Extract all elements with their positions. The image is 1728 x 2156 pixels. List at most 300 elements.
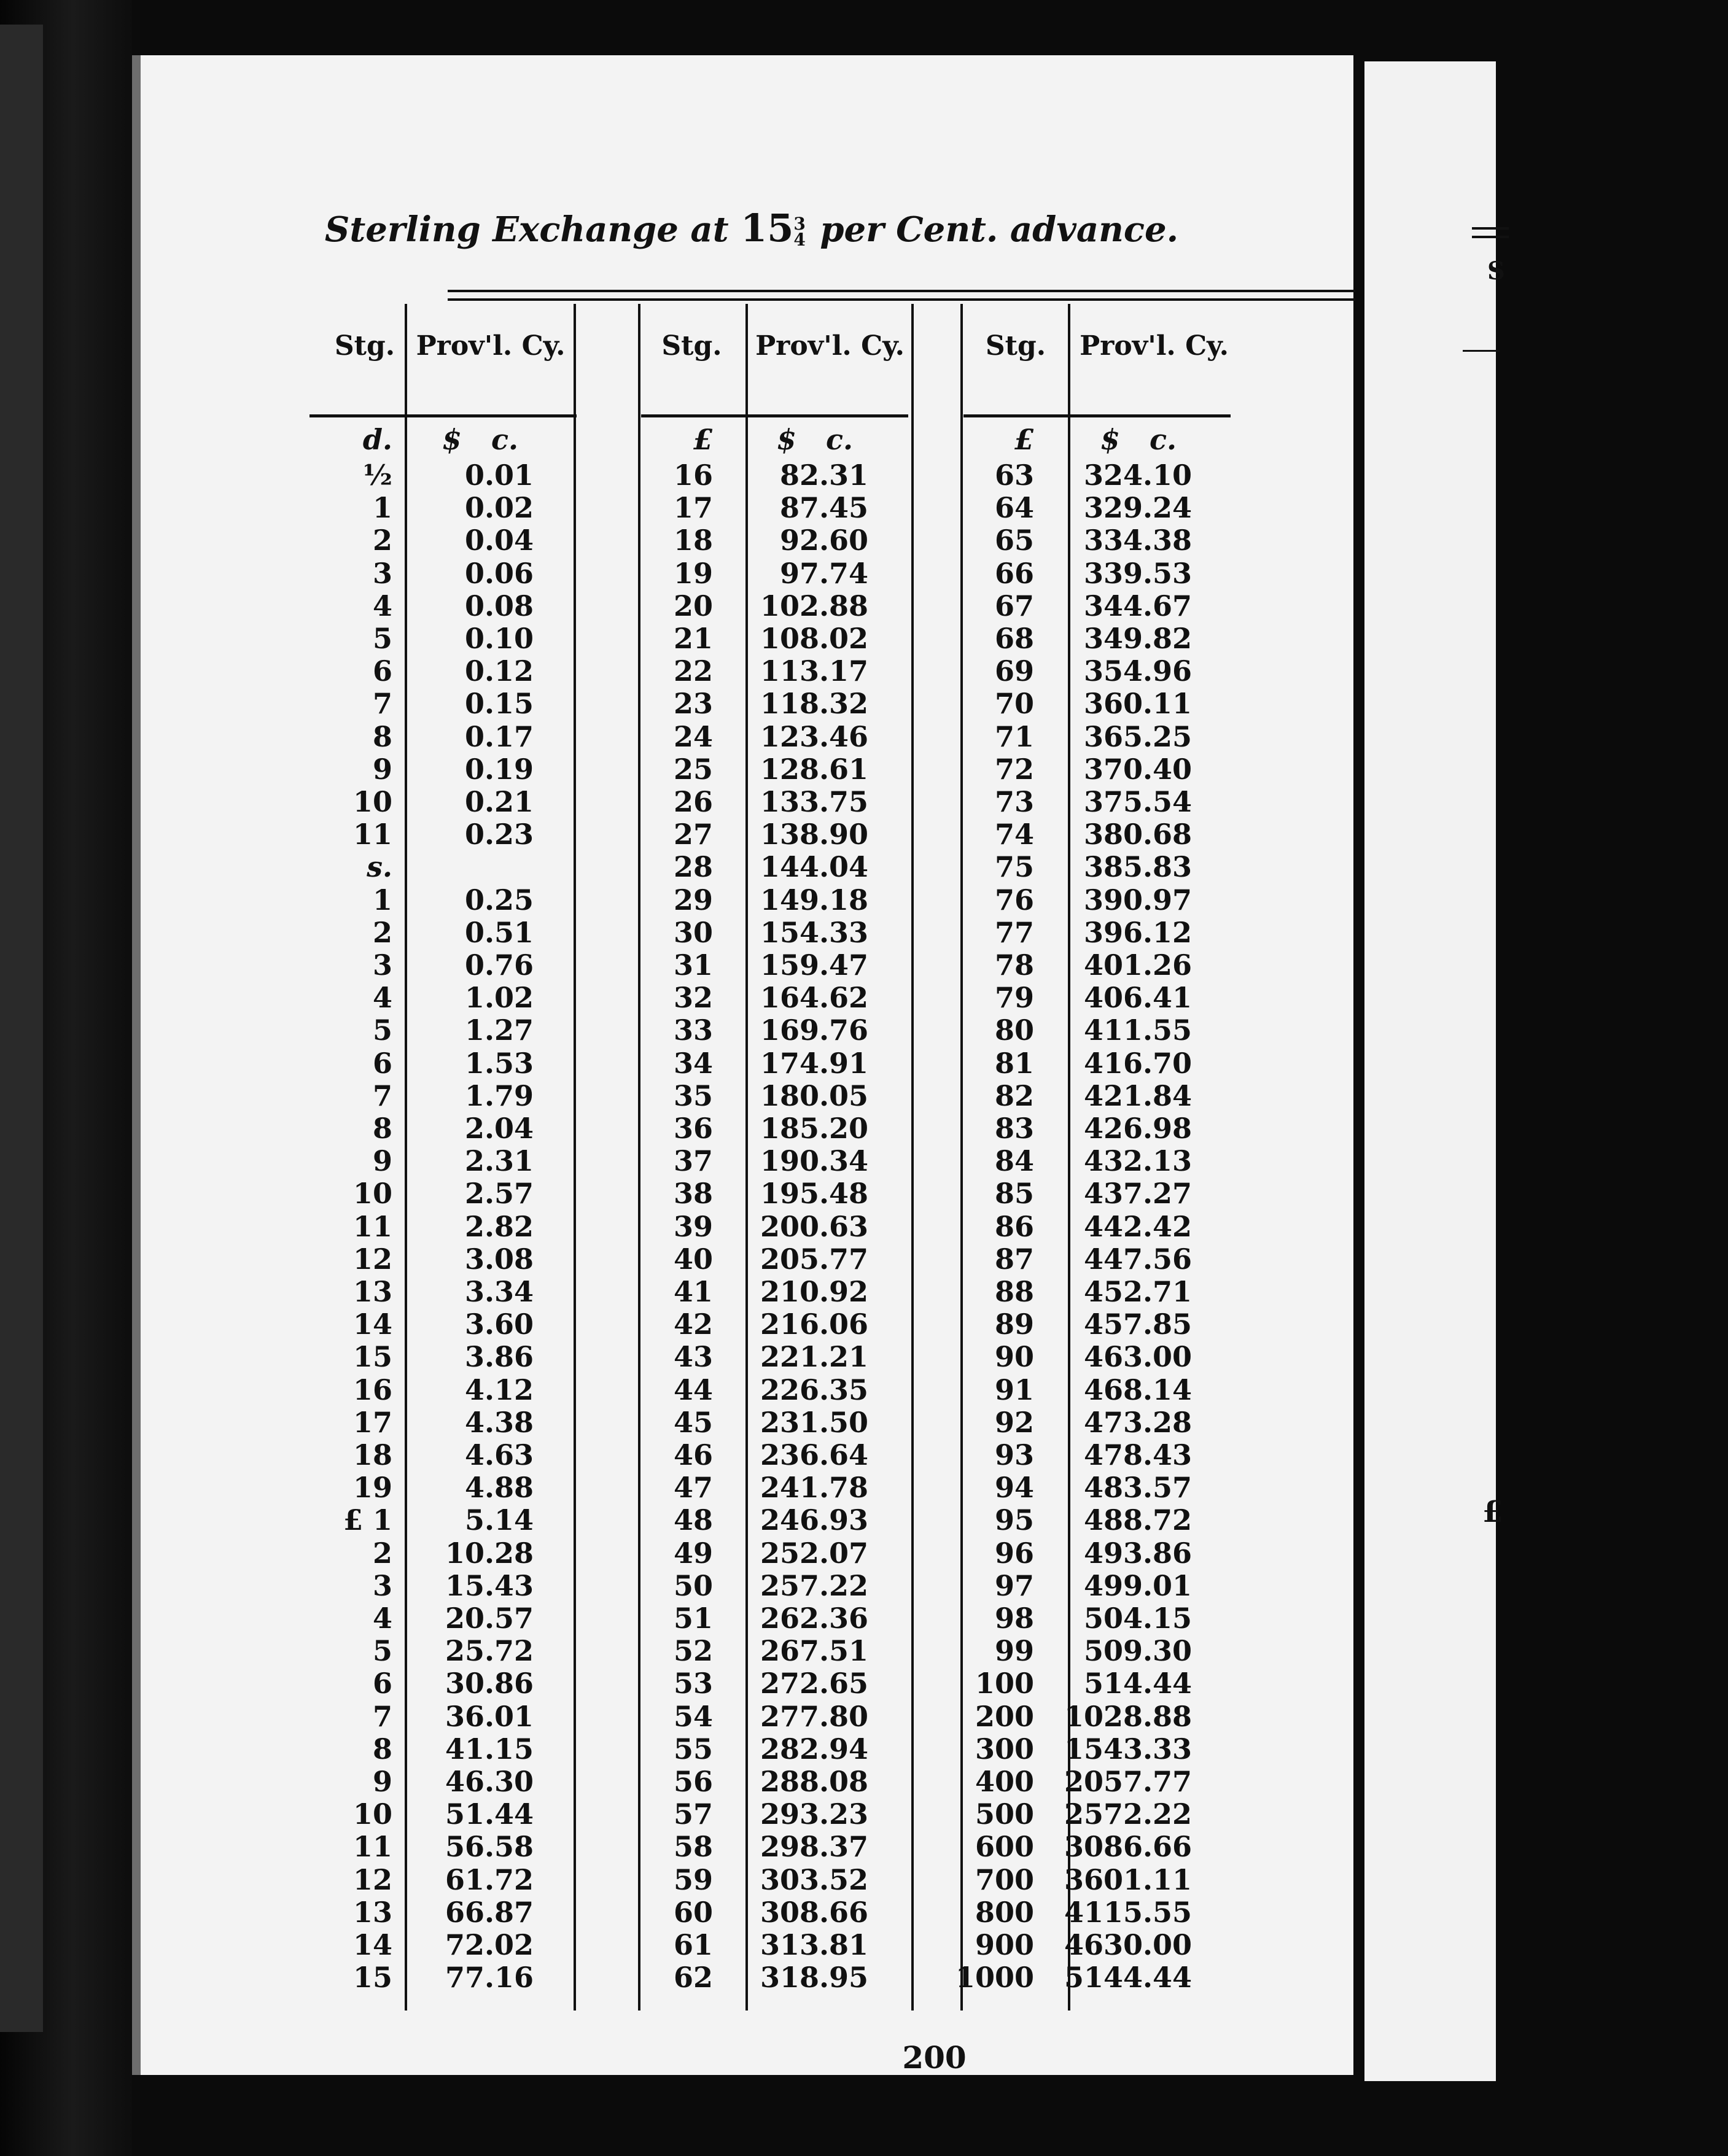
table-cell-prov: 499.01 xyxy=(1083,1569,1192,1602)
table-cell-prov: 0.76 xyxy=(464,948,534,982)
table-cell-stg: 60 xyxy=(673,1895,713,1929)
table-cell-prov: 36.01 xyxy=(445,1699,534,1733)
unit-label-prov: $ c. xyxy=(442,423,518,456)
column-divider xyxy=(405,304,407,2011)
table-cell-prov: 72.02 xyxy=(445,1928,534,1961)
table-cell-stg: 4 xyxy=(372,589,392,622)
table-cell-prov: 0.08 xyxy=(464,589,534,622)
table-cell-prov: 1.79 xyxy=(464,1079,534,1112)
table-cell-stg: 10 xyxy=(352,1177,392,1211)
column-divider xyxy=(911,304,914,2011)
table-cell-stg: 59 xyxy=(673,1863,713,1896)
table-cell-stg: 98 xyxy=(994,1602,1034,1635)
table-cell-stg: 85 xyxy=(994,1177,1034,1211)
previous-page-edge xyxy=(0,25,43,2032)
title-rate-whole: 15 xyxy=(741,206,794,250)
table-cell-stg: 1 xyxy=(372,491,392,525)
table-cell-stg: 82 xyxy=(994,1079,1034,1112)
table-cell-prov: 390.97 xyxy=(1083,883,1192,917)
table-cell-prov: 0.19 xyxy=(464,752,534,786)
table-cell-stg: 1 xyxy=(372,883,392,917)
table-cell-stg: 81 xyxy=(994,1046,1034,1080)
table-cell-stg: 18 xyxy=(352,1438,392,1472)
table-cell-stg: £ 1 xyxy=(343,1503,392,1537)
header-underline xyxy=(963,414,1231,417)
table-cell-stg: 17 xyxy=(673,491,713,525)
unit-label-stg: £ xyxy=(1014,423,1034,456)
table-cell-stg: 47 xyxy=(673,1471,713,1505)
table-cell-prov: 0.15 xyxy=(464,687,534,721)
page-number: 200 xyxy=(902,2039,967,2076)
table-cell-prov: 4.63 xyxy=(464,1438,534,1472)
table-cell-prov: 406.41 xyxy=(1083,981,1192,1015)
table-cell-prov: 3.34 xyxy=(464,1275,534,1308)
table-cell-stg: 9 xyxy=(372,1765,392,1798)
table-cell-stg: 38 xyxy=(673,1177,713,1211)
table-cell-prov: 0.01 xyxy=(464,459,534,492)
table-cell-prov: 3601.11 xyxy=(1064,1863,1192,1896)
title-prefix: Sterling Exchange at xyxy=(324,209,729,250)
table-cell-prov: 473.28 xyxy=(1083,1405,1192,1439)
table-cell-prov: 1.02 xyxy=(464,981,534,1015)
facing-page-fragment: S xyxy=(1487,257,1505,285)
table-cell-prov: 1543.33 xyxy=(1064,1732,1192,1766)
table-cell-stg: 8 xyxy=(372,719,392,753)
table-cell-stg: 13 xyxy=(352,1275,392,1308)
table-cell-stg: 97 xyxy=(994,1569,1034,1602)
table-cell-prov: 293.23 xyxy=(760,1797,868,1831)
table-cell-stg: 13 xyxy=(352,1895,392,1929)
table-cell-prov: 4630.00 xyxy=(1064,1928,1192,1961)
table-cell-prov: 380.68 xyxy=(1083,818,1192,851)
table-cell-prov: 0.21 xyxy=(464,785,534,818)
table-cell-stg: 90 xyxy=(994,1340,1034,1374)
title-double-rule-bottom xyxy=(448,298,1355,301)
table-cell-prov: 5144.44 xyxy=(1064,1961,1192,1995)
table-cell-prov: 1028.88 xyxy=(1064,1699,1192,1733)
table-cell-prov: 4.88 xyxy=(464,1471,534,1505)
table-cell-stg: 7 xyxy=(372,1699,392,1733)
table-cell-stg: 500 xyxy=(975,1797,1034,1831)
table-cell-prov: 236.64 xyxy=(760,1438,868,1472)
table-cell-prov: 97.74 xyxy=(779,556,868,590)
table-cell-stg: 9 xyxy=(372,1144,392,1178)
table-cell-stg: 2 xyxy=(372,915,392,949)
table-cell-stg: 55 xyxy=(673,1732,713,1766)
table-cell-stg: 16 xyxy=(673,459,713,492)
column-header-prov: Prov'l. Cy. xyxy=(755,330,905,362)
table-cell-prov: 421.84 xyxy=(1083,1079,1192,1112)
table-cell-stg: 77 xyxy=(994,915,1034,949)
table-cell-prov: 77.16 xyxy=(445,1961,534,1995)
table-cell-stg: 25 xyxy=(673,752,713,786)
table-cell-stg: 12 xyxy=(352,1242,392,1276)
table-cell-stg: 88 xyxy=(994,1275,1034,1308)
table-cell-stg: 10 xyxy=(352,785,392,818)
table-cell-stg: 58 xyxy=(673,1830,713,1864)
column-header-stg: Stg. xyxy=(661,330,722,362)
table-cell-prov: 344.67 xyxy=(1083,589,1192,622)
table-cell-stg: 10 xyxy=(352,1797,392,1831)
table-cell-stg: 4 xyxy=(372,1602,392,1635)
table-cell-prov: 509.30 xyxy=(1083,1634,1192,1668)
table-cell-prov: 3.08 xyxy=(464,1242,534,1276)
table-cell-prov: 246.93 xyxy=(760,1503,868,1537)
table-cell-prov: 2.57 xyxy=(464,1177,534,1211)
unit-label-prov: $ c. xyxy=(1100,423,1177,456)
table-cell-prov: 267.51 xyxy=(760,1634,868,1668)
table-cell-prov: 3.60 xyxy=(464,1308,534,1341)
table-cell-stg: 6 xyxy=(372,1046,392,1080)
table-cell-prov: 0.04 xyxy=(464,524,534,557)
table-cell-stg: 54 xyxy=(673,1699,713,1733)
table-cell-prov: 164.62 xyxy=(760,981,868,1015)
table-cell-stg: 11 xyxy=(352,1830,392,1864)
table-cell-prov: 149.18 xyxy=(760,883,868,917)
table-cell-stg: 32 xyxy=(673,981,713,1015)
table-cell-stg: 68 xyxy=(994,622,1034,655)
table-cell-prov: 25.72 xyxy=(445,1634,534,1668)
table-cell-stg: 84 xyxy=(994,1144,1034,1178)
table-cell-prov: 190.34 xyxy=(760,1144,868,1178)
table-cell-prov: 138.90 xyxy=(760,818,868,851)
table-cell-stg: 87 xyxy=(994,1242,1034,1276)
table-cell-prov: 385.83 xyxy=(1083,850,1192,884)
table-cell-stg: 37 xyxy=(673,1144,713,1178)
table-cell-prov: 272.65 xyxy=(760,1667,868,1700)
table-cell-prov: 1.27 xyxy=(464,1014,534,1047)
table-cell-stg: 30 xyxy=(673,915,713,949)
column-header-stg: Stg. xyxy=(334,330,395,362)
table-cell-stg: 83 xyxy=(994,1112,1034,1145)
table-cell-stg: 6 xyxy=(372,654,392,688)
table-cell-prov: 483.57 xyxy=(1083,1471,1192,1505)
table-cell-stg: 89 xyxy=(994,1308,1034,1341)
table-cell-stg: 36 xyxy=(673,1112,713,1145)
table-cell-stg: 200 xyxy=(975,1699,1034,1733)
table-cell-stg: 75 xyxy=(994,850,1034,884)
table-cell-prov: 195.48 xyxy=(760,1177,868,1211)
table-cell-prov: 318.95 xyxy=(760,1961,868,1995)
table-cell-stg: 3 xyxy=(372,948,392,982)
table-cell-prov: 221.21 xyxy=(760,1340,868,1374)
table-cell-stg: 28 xyxy=(673,850,713,884)
table-cell-stg: 65 xyxy=(994,524,1034,557)
table-cell-stg: 29 xyxy=(673,883,713,917)
table-cell-stg: 71 xyxy=(994,719,1034,753)
table-cell-stg: 94 xyxy=(994,1471,1034,1505)
table-cell-stg: 8 xyxy=(372,1112,392,1145)
table-cell-prov: 2.82 xyxy=(464,1209,534,1243)
table-cell-prov: 447.56 xyxy=(1083,1242,1192,1276)
table-cell-prov: 334.38 xyxy=(1083,524,1192,557)
table-cell-prov: 185.20 xyxy=(760,1112,868,1145)
table-cell-prov: 4.38 xyxy=(464,1405,534,1439)
table-cell-stg: 1000 xyxy=(955,1961,1034,1995)
table-cell-stg: 61 xyxy=(673,1928,713,1961)
header-underline xyxy=(641,414,908,417)
table-cell-stg: 400 xyxy=(975,1765,1034,1798)
table-cell-prov: 5.14 xyxy=(464,1503,534,1537)
table-cell-stg: 4 xyxy=(372,981,392,1015)
table-cell-stg: 19 xyxy=(352,1471,392,1505)
table-cell-prov: 82.31 xyxy=(779,459,868,492)
table-cell-prov: 0.06 xyxy=(464,556,534,590)
table-cell-prov: 200.63 xyxy=(760,1209,868,1243)
table-cell-prov: 288.08 xyxy=(760,1765,868,1798)
table-cell-stg: 93 xyxy=(994,1438,1034,1472)
table-cell-stg: 34 xyxy=(673,1046,713,1080)
table-cell-stg: 300 xyxy=(975,1732,1034,1766)
table-cell-stg: 5 xyxy=(372,1014,392,1047)
table-cell-prov: 282.94 xyxy=(760,1732,868,1766)
table-cell-prov: 102.88 xyxy=(760,589,868,622)
title-suffix: per Cent. advance. xyxy=(820,209,1179,250)
table-cell-prov: 128.61 xyxy=(760,752,868,786)
facing-page-edge xyxy=(1364,61,1505,2081)
table-cell-stg: 12 xyxy=(352,1863,392,1896)
table-cell-stg: 35 xyxy=(673,1079,713,1112)
table-cell-stg: 5 xyxy=(372,622,392,655)
table-cell-prov: 30.86 xyxy=(445,1667,534,1700)
table-cell-prov: 257.22 xyxy=(760,1569,868,1602)
table-cell-stg: 14 xyxy=(352,1928,392,1961)
table-cell-stg: 41 xyxy=(673,1275,713,1308)
table-cell-prov: 87.45 xyxy=(779,491,868,525)
table-cell-stg: 92 xyxy=(994,1405,1034,1439)
facing-page-rule xyxy=(1463,350,1500,352)
table-cell-prov: 354.96 xyxy=(1083,654,1192,688)
table-cell-prov: 426.98 xyxy=(1083,1112,1192,1145)
table-cell-prov: 493.86 xyxy=(1083,1536,1192,1570)
table-cell-stg: 44 xyxy=(673,1373,713,1406)
table-cell-stg: 64 xyxy=(994,491,1034,525)
table-cell-prov: 2057.77 xyxy=(1064,1765,1192,1798)
table-cell-stg: 51 xyxy=(673,1602,713,1635)
table-cell-stg: 800 xyxy=(975,1895,1034,1929)
table-cell-prov: 66.87 xyxy=(445,1895,534,1929)
table-cell-stg: 24 xyxy=(673,719,713,753)
table-cell-stg: 2 xyxy=(372,1536,392,1570)
table-cell-prov: 360.11 xyxy=(1083,687,1192,721)
table-cell-prov: 20.57 xyxy=(445,1602,534,1635)
column-divider xyxy=(574,304,576,2011)
table-cell-stg: 15 xyxy=(352,1340,392,1374)
table-cell-stg: 96 xyxy=(994,1536,1034,1570)
exchange-table-page xyxy=(132,55,1353,2075)
table-cell-prov: 457.85 xyxy=(1083,1308,1192,1341)
table-cell-stg: 16 xyxy=(352,1373,392,1406)
page-title xyxy=(141,206,1363,250)
table-cell-prov: 2.04 xyxy=(464,1112,534,1145)
table-cell-prov: 442.42 xyxy=(1083,1209,1192,1243)
table-cell-stg: 17 xyxy=(352,1405,392,1439)
table-cell-prov: 277.80 xyxy=(760,1699,868,1733)
title-rate-fraction xyxy=(793,216,805,248)
table-cell-prov: 4115.55 xyxy=(1064,1895,1192,1929)
table-cell-stg: 18 xyxy=(673,524,713,557)
table-cell-stg: 42 xyxy=(673,1308,713,1341)
table-cell-prov: 0.23 xyxy=(464,818,534,851)
table-cell-stg: 26 xyxy=(673,785,713,818)
table-cell-stg: 31 xyxy=(673,948,713,982)
table-cell-prov: 108.02 xyxy=(760,622,868,655)
table-cell-prov: 0.51 xyxy=(464,915,534,949)
table-cell-prov: 262.36 xyxy=(760,1602,868,1635)
table-cell-stg: 67 xyxy=(994,589,1034,622)
table-cell-stg: ½ xyxy=(363,459,392,492)
table-cell-prov: 365.25 xyxy=(1083,719,1192,753)
table-cell-prov: 329.24 xyxy=(1083,491,1192,525)
table-cell-stg: 21 xyxy=(673,622,713,655)
table-cell-stg: 7 xyxy=(372,687,392,721)
table-cell-prov: 432.13 xyxy=(1083,1144,1192,1178)
table-cell-prov: 416.70 xyxy=(1083,1046,1192,1080)
table-cell-prov: 411.55 xyxy=(1083,1014,1192,1047)
table-cell-prov: 370.40 xyxy=(1083,752,1192,786)
table-cell-stg: 5 xyxy=(372,1634,392,1668)
table-cell-stg: 46 xyxy=(673,1438,713,1472)
table-cell-prov: 2.31 xyxy=(464,1144,534,1178)
table-cell-stg: 20 xyxy=(673,589,713,622)
table-cell-stg: 3 xyxy=(372,1569,392,1602)
table-cell-prov: 308.66 xyxy=(760,1895,868,1929)
facing-page-rule xyxy=(1472,236,1509,238)
table-cell-prov: 118.32 xyxy=(760,687,868,721)
table-cell-stg: 900 xyxy=(975,1928,1034,1961)
table-cell-prov: 468.14 xyxy=(1083,1373,1192,1406)
table-cell-prov: 504.15 xyxy=(1083,1602,1192,1635)
table-cell-stg: 39 xyxy=(673,1209,713,1243)
table-cell-prov: 514.44 xyxy=(1083,1667,1192,1700)
table-cell-prov: 3086.66 xyxy=(1064,1830,1192,1864)
table-cell-prov: 2572.22 xyxy=(1064,1797,1192,1831)
unit-label-stg: £ xyxy=(693,423,713,456)
table-cell-stg: 53 xyxy=(673,1667,713,1700)
table-cell-stg: 11 xyxy=(352,818,392,851)
title-rate-denominator: 4 xyxy=(793,230,806,250)
table-cell-stg: s. xyxy=(367,850,392,884)
table-cell-stg: 73 xyxy=(994,785,1034,818)
table-cell-prov: 488.72 xyxy=(1083,1503,1192,1537)
table-cell-prov: 15.43 xyxy=(445,1569,534,1602)
title-rate-numerator: 3 xyxy=(793,214,806,235)
table-cell-prov: 401.26 xyxy=(1083,948,1192,982)
table-cell-prov: 169.76 xyxy=(760,1014,868,1047)
table-cell-prov: 241.78 xyxy=(760,1471,868,1505)
table-cell-prov: 375.54 xyxy=(1083,785,1192,818)
column-divider xyxy=(960,304,963,2011)
table-cell-stg: 27 xyxy=(673,818,713,851)
table-cell-prov: 154.33 xyxy=(760,915,868,949)
table-cell-prov: 4.12 xyxy=(464,1373,534,1406)
table-cell-stg: 48 xyxy=(673,1503,713,1537)
table-cell-stg: 72 xyxy=(994,752,1034,786)
table-cell-prov: 339.53 xyxy=(1083,556,1192,590)
table-cell-prov: 0.12 xyxy=(464,654,534,688)
table-cell-prov: 324.10 xyxy=(1083,459,1192,492)
column-header-prov: Prov'l. Cy. xyxy=(416,330,566,362)
column-divider xyxy=(638,304,640,2011)
table-cell-prov: 3.86 xyxy=(464,1340,534,1374)
table-cell-stg: 69 xyxy=(994,654,1034,688)
table-cell-stg: 9 xyxy=(372,752,392,786)
table-cell-stg: 63 xyxy=(994,459,1034,492)
table-cell-prov: 46.30 xyxy=(445,1765,534,1798)
table-cell-stg: 100 xyxy=(975,1667,1034,1700)
table-cell-stg: 57 xyxy=(673,1797,713,1831)
table-cell-stg: 78 xyxy=(994,948,1034,982)
table-cell-stg: 7 xyxy=(372,1079,392,1112)
table-cell-prov: 180.05 xyxy=(760,1079,868,1112)
column-header-stg: Stg. xyxy=(985,330,1046,362)
table-cell-prov: 56.58 xyxy=(445,1830,534,1864)
table-cell-stg: 50 xyxy=(673,1569,713,1602)
table-cell-stg: 45 xyxy=(673,1405,713,1439)
table-cell-prov: 396.12 xyxy=(1083,915,1192,949)
table-cell-stg: 52 xyxy=(673,1634,713,1668)
table-cell-stg: 95 xyxy=(994,1503,1034,1537)
table-cell-prov: 252.07 xyxy=(760,1536,868,1570)
table-cell-prov: 0.17 xyxy=(464,719,534,753)
header-underline xyxy=(309,414,577,417)
table-cell-stg: 2 xyxy=(372,524,392,557)
table-cell-stg: 600 xyxy=(975,1830,1034,1864)
table-cell-stg: 70 xyxy=(994,687,1034,721)
table-cell-prov: 0.10 xyxy=(464,622,534,655)
table-cell-stg: 15 xyxy=(352,1961,392,1995)
table-cell-prov: 113.17 xyxy=(760,654,868,688)
table-cell-stg: 22 xyxy=(673,654,713,688)
table-cell-prov: 463.00 xyxy=(1083,1340,1192,1374)
table-cell-prov: 159.47 xyxy=(760,948,868,982)
table-cell-prov: 210.92 xyxy=(760,1275,868,1308)
table-cell-prov: 478.43 xyxy=(1083,1438,1192,1472)
facing-page-rule xyxy=(1472,227,1509,230)
table-cell-prov: 1.53 xyxy=(464,1046,534,1080)
table-cell-stg: 79 xyxy=(994,981,1034,1015)
table-cell-prov: 437.27 xyxy=(1083,1177,1192,1211)
table-cell-prov: 226.35 xyxy=(760,1373,868,1406)
table-cell-prov: 61.72 xyxy=(445,1863,534,1896)
table-cell-prov: 123.46 xyxy=(760,719,868,753)
table-cell-prov: 0.25 xyxy=(464,883,534,917)
table-cell-stg: 86 xyxy=(994,1209,1034,1243)
table-cell-prov: 313.81 xyxy=(760,1928,868,1961)
table-cell-prov: 51.44 xyxy=(445,1797,534,1831)
unit-label-stg: d. xyxy=(362,423,392,456)
table-cell-stg: 8 xyxy=(372,1732,392,1766)
table-cell-stg: 99 xyxy=(994,1634,1034,1668)
unit-label-prov: $ c. xyxy=(776,423,853,456)
table-cell-stg: 23 xyxy=(673,687,713,721)
table-cell-stg: 19 xyxy=(673,556,713,590)
table-cell-prov: 216.06 xyxy=(760,1308,868,1341)
table-cell-prov: 133.75 xyxy=(760,785,868,818)
table-cell-prov: 349.82 xyxy=(1083,622,1192,655)
table-cell-stg: 700 xyxy=(975,1863,1034,1896)
table-cell-stg: 66 xyxy=(994,556,1034,590)
table-cell-stg: 62 xyxy=(673,1961,713,1995)
table-cell-prov: 452.71 xyxy=(1083,1275,1192,1308)
table-cell-stg: 6 xyxy=(372,1667,392,1700)
table-cell-prov: 0.02 xyxy=(464,491,534,525)
table-cell-stg: 56 xyxy=(673,1765,713,1798)
title-double-rule-top xyxy=(448,290,1355,292)
table-cell-prov: 10.28 xyxy=(445,1536,534,1570)
table-cell-prov: 231.50 xyxy=(760,1405,868,1439)
table-cell-stg: 11 xyxy=(352,1209,392,1243)
